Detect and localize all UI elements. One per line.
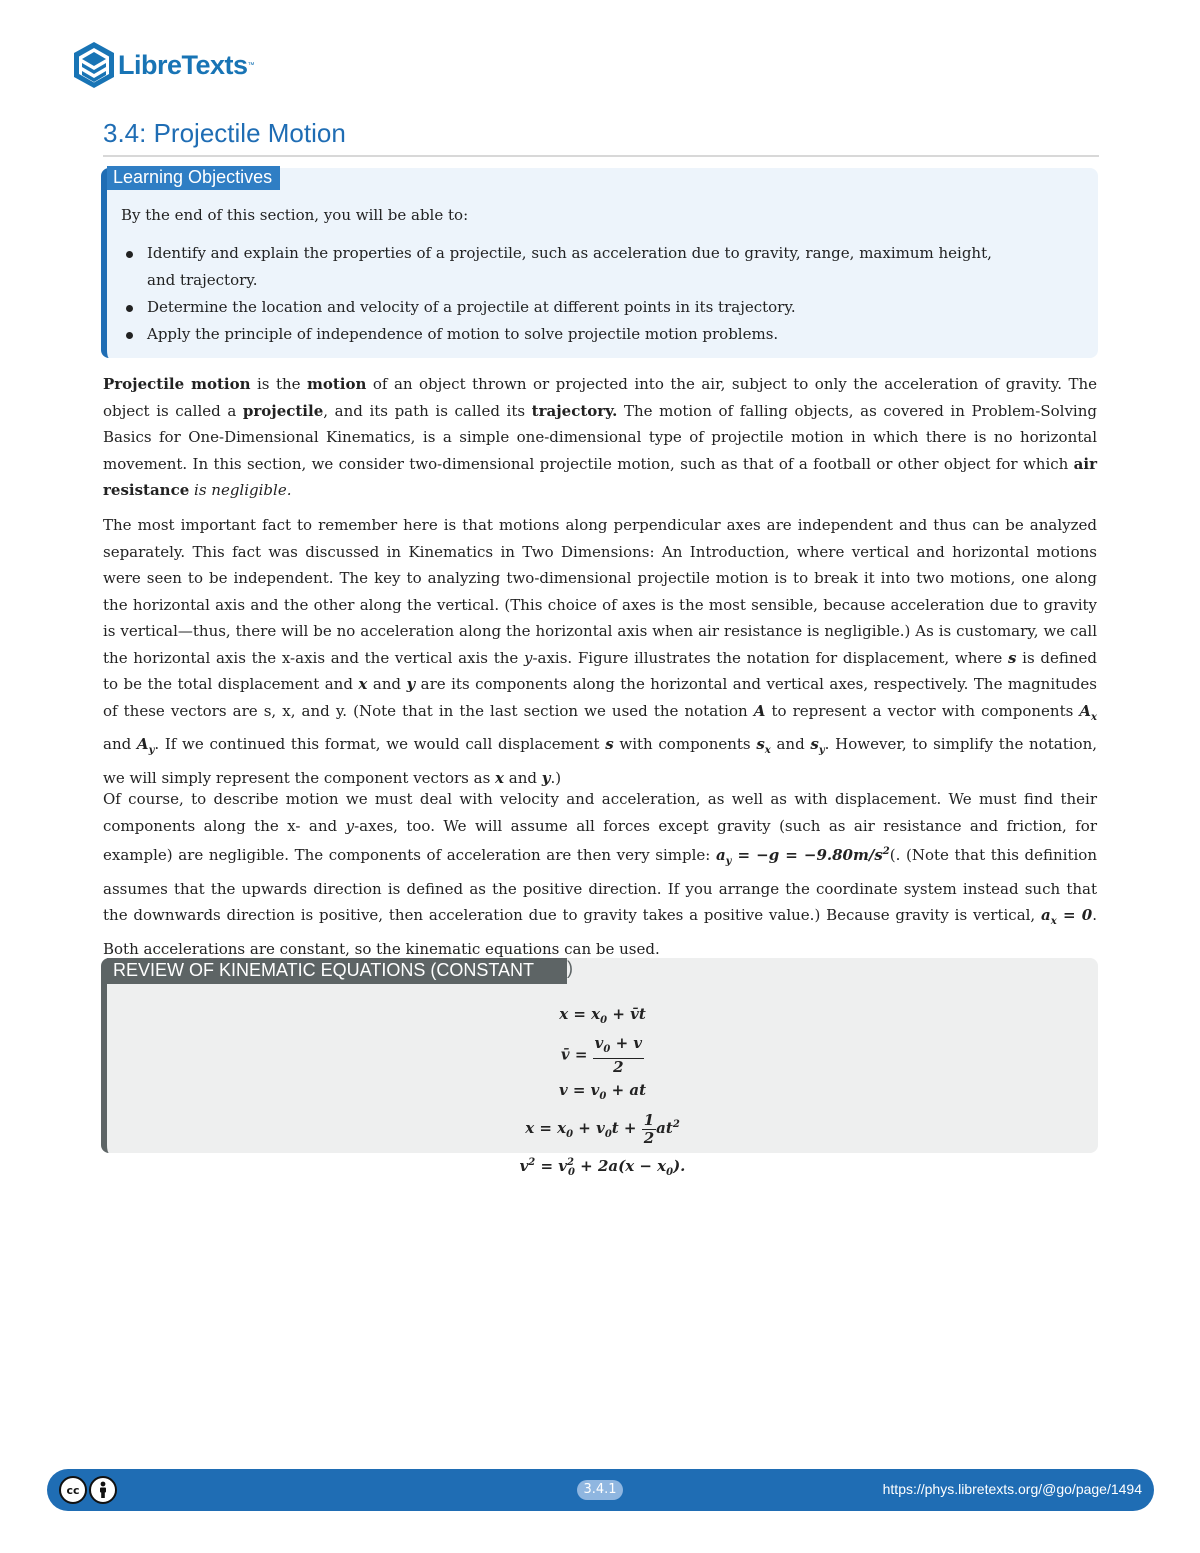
term-air-resistance: air resistance xyxy=(103,454,1097,499)
paragraph-acceleration-components xyxy=(103,786,1097,962)
eq-denominator: 2 xyxy=(613,1058,624,1076)
math-sub: x xyxy=(1050,916,1057,927)
page-title: 3.4: Projectile Motion xyxy=(103,118,346,148)
eq-sub: 0 xyxy=(567,1167,575,1178)
eq-text: + v xyxy=(610,1034,643,1052)
math-sup: 2 xyxy=(882,846,890,857)
equation-displacement xyxy=(107,1111,1098,1149)
math-A: A xyxy=(1079,701,1092,720)
text-negligible: is negligible. xyxy=(189,481,292,499)
title-divider xyxy=(103,155,1099,157)
math-y: y xyxy=(345,816,355,835)
math-sub: y xyxy=(818,745,825,756)
eq-text: + v xyxy=(573,1119,605,1137)
libretexts-logo-icon xyxy=(72,40,116,90)
brand-trademark: ™ xyxy=(247,61,255,69)
objective-item: Determine the location and velocity of a projectile at different points in its trajectory. xyxy=(121,294,1021,321)
eq-sup: 2 xyxy=(528,1157,536,1168)
text: . Both accelerations are constant, so the kinematic equations can be used. xyxy=(103,906,1097,958)
math-s: s xyxy=(605,735,614,753)
math-sub: y xyxy=(725,856,732,867)
term-projectile-motion: Projectile motion xyxy=(103,375,251,393)
eq-sub: 0 xyxy=(599,1091,607,1102)
eq-text: + at xyxy=(606,1081,647,1099)
text: , and its path is called its xyxy=(323,401,532,420)
math-A: A xyxy=(753,701,766,720)
text: . However, to simplify the notation, we will simply represent the component vectors as xyxy=(103,735,1097,787)
eq-text: t + xyxy=(611,1119,642,1137)
math-sx xyxy=(756,735,771,756)
eq-text: ). xyxy=(673,1157,686,1175)
math-rest: = 0 xyxy=(1056,906,1093,924)
libretexts-logo[interactable] xyxy=(72,40,255,90)
kinematic-equations-label-overflow: ) xyxy=(567,958,573,978)
objectives-intro: By the end of this section, you will be able to: xyxy=(121,206,469,224)
text: and xyxy=(103,735,137,753)
page-number: 3.4.1 xyxy=(577,1480,623,1500)
math-x: x xyxy=(495,768,504,787)
text: is defined to be the total displacement and xyxy=(103,648,1097,693)
math-ax-equation xyxy=(1041,906,1093,927)
eq-sub: 0 xyxy=(600,1015,608,1026)
objectives-list xyxy=(121,240,1021,348)
text: with components xyxy=(613,735,757,753)
attribution-icon xyxy=(89,1476,117,1504)
math-sub: y xyxy=(148,745,155,756)
text: and xyxy=(770,735,811,753)
paragraph-projectile-definition xyxy=(103,371,1097,504)
brand-name: LibreTexts xyxy=(118,49,248,80)
eq-fraction xyxy=(593,1035,644,1076)
math-sy xyxy=(810,735,825,756)
text: The most important fact to remember here is that motions along perpendicular axes are independent and thus can be analyzed separately. This fact was discussed in Kinematics in Two Dimensions: An Introduction, where vertical and horizontal motions were seen to be independent. The key to analyzing two-dimensional projectile motion is to break it into two motions, one along the horizontal axis and the other along the vertical. (This choice of axes is the most sensible, because acceleration due to gravity is vertical—thus, there will be no acceleration along the horizontal axis when air resistance is negligible.) As is customary, we call the horizontal axis the x-axis and the vertical axis the xyxy=(103,516,1097,667)
eq-sub: 0 xyxy=(566,1129,574,1140)
equation-velocity xyxy=(107,1076,1098,1111)
math-sub: x xyxy=(1091,711,1098,723)
text: . If we continued this format, we would call displacement xyxy=(154,735,606,753)
eq-text: + 2a(x − x xyxy=(574,1157,667,1175)
eq-sup: 2 xyxy=(567,1157,574,1168)
math-y: y xyxy=(541,768,551,787)
math-s: s xyxy=(810,735,819,753)
kinematic-equations-label: REVIEW OF KINEMATIC EQUATIONS (CONSTANT xyxy=(107,958,567,984)
text: The motion of falling objects, as covered in Problem-Solving Basics for One-Dimensional Kinematics, is a simple one-dimensional type of projectile motion in which there is no horizontal movement. In this section, we consider two-dimensional projectile motion, such as that of a football or other object for which xyxy=(103,401,1097,473)
math-Ay xyxy=(136,735,155,756)
text: to represent a vector with components xyxy=(765,701,1080,720)
kinematic-equations-box xyxy=(101,958,1098,1178)
math-a: a xyxy=(715,846,726,864)
eq-sub: 0 xyxy=(604,1129,612,1140)
math-sub: x xyxy=(764,745,771,756)
eq-text: v xyxy=(594,1034,604,1052)
eq-numerator: 1 xyxy=(643,1110,655,1129)
text: -axes, too. We will assume all forces except gravity (such as air resistance and friction, for example) are negligible. The components of acceleration are then very simple: xyxy=(103,816,1098,864)
eq-sub: 0 xyxy=(666,1167,674,1178)
eq-sup: 2 xyxy=(672,1119,680,1130)
eq-text: x = x xyxy=(525,1119,567,1137)
math-s: s xyxy=(756,735,765,753)
eq-text: v̄ = xyxy=(560,1045,593,1064)
text: .) xyxy=(550,768,562,787)
page-footer xyxy=(47,1469,1154,1511)
eq-numerator xyxy=(593,1035,644,1059)
eq-denominator: 2 xyxy=(643,1128,655,1147)
math-x: x xyxy=(358,675,368,693)
math-s: s xyxy=(1008,648,1017,667)
eq-fraction xyxy=(642,1112,656,1147)
cc-by-license-badge[interactable] xyxy=(59,1476,117,1504)
term-projectile: projectile xyxy=(242,401,324,420)
eq-text: x = x xyxy=(559,1005,601,1023)
cc-icon: cc xyxy=(59,1476,87,1504)
text: is the xyxy=(250,375,307,393)
text: and xyxy=(367,675,407,693)
term-trajectory: trajectory. xyxy=(531,401,618,420)
learning-objectives-label: Learning Objectives xyxy=(107,166,280,190)
math-A: A xyxy=(136,735,149,753)
text: (. (Note that this definition assumes that the upwards direction is defined as the positive direction. If you arrange the coordinate system instead such that the downwards direction is positive, then acceleration due to gravity takes a positive value.) Because gravity is vertical, xyxy=(103,846,1098,924)
equation-position xyxy=(107,1000,1098,1035)
math-y: y xyxy=(523,648,533,667)
eq-text: at xyxy=(656,1119,673,1137)
objective-item: Apply the principle of independence of motion to solve projectile motion problems. xyxy=(121,321,1021,348)
eq-text: v = v xyxy=(558,1081,600,1099)
text: and xyxy=(504,768,542,787)
eq-text: + v̄t xyxy=(607,1005,646,1023)
page-url-link[interactable]: https://phys.libretexts.org/@go/page/1494 xyxy=(882,1481,1142,1497)
equation-average-velocity xyxy=(107,1035,1098,1076)
eq-text: = v xyxy=(535,1157,567,1175)
text: Of course, to describe motion we must deal with velocity and acceleration, as well as with displacement. We must find their components along the x- and xyxy=(103,790,1097,835)
eq-text: v xyxy=(519,1157,529,1175)
math-y: y xyxy=(406,675,416,693)
math-rest: = −g = −9.80m/s xyxy=(731,846,883,864)
objective-item: Identify and explain the properties of a projectile, such as acceleration due to gravity, range, maximum height, and trajectory. xyxy=(121,240,1021,294)
text: -axis. Figure illustrates the notation for displacement, where xyxy=(532,648,1009,667)
text: of an object thrown or projected into the air, subject to only the acceleration of gravity. The object is called a xyxy=(103,375,1097,420)
math-a: a xyxy=(1041,906,1051,924)
math-ay-equation xyxy=(715,846,890,867)
learning-objectives-box xyxy=(101,168,1098,358)
eq-sub: 0 xyxy=(603,1044,611,1055)
equation-velocity-squared xyxy=(107,1149,1098,1187)
kinematic-equations xyxy=(107,1000,1098,1187)
term-motion: motion xyxy=(307,375,367,393)
text: are its components along the horizontal and vertical axes, respectively. The magnitudes of these vectors are s, x, and y. (Note that in the last section we used the notation xyxy=(103,675,1098,720)
math-Ax xyxy=(1079,701,1098,723)
paragraph-independent-motions xyxy=(103,512,1097,791)
